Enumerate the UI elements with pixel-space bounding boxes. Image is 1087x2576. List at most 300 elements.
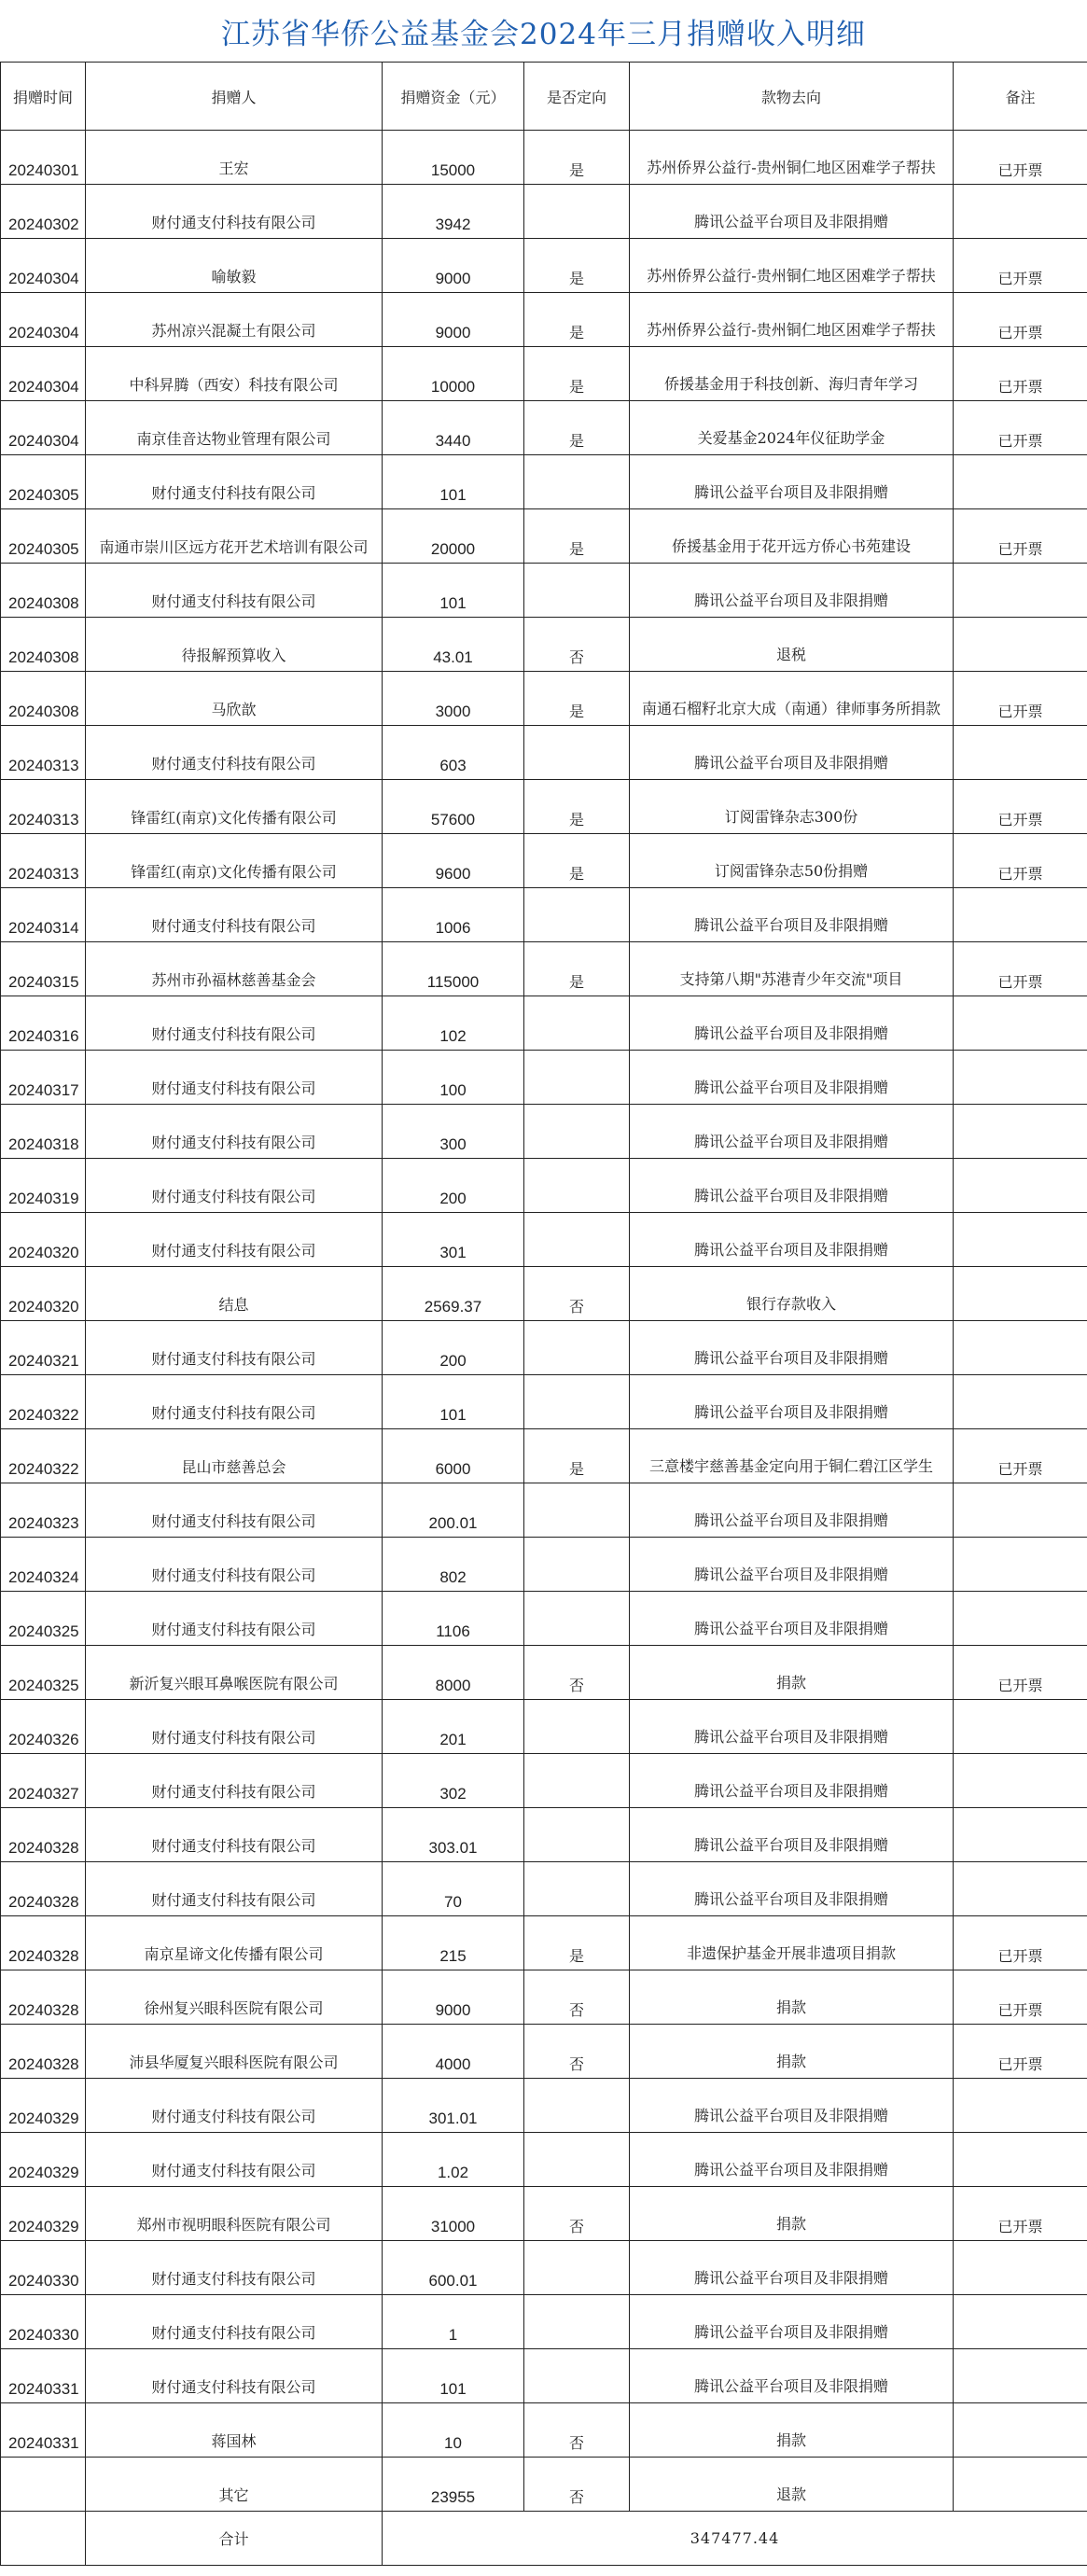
cell-targeted: 否 <box>524 1267 630 1321</box>
cell-targeted: 否 <box>524 2025 630 2079</box>
cell-amount: 2569.37 <box>383 1267 524 1321</box>
cell-targeted <box>524 2079 630 2133</box>
cell-date: 20240317 <box>1 1051 86 1105</box>
table-row <box>1 726 1087 780</box>
cell-amount: 57600 <box>383 780 524 834</box>
cell-date: 20240331 <box>1 2403 86 2458</box>
cell-targeted <box>524 1159 630 1213</box>
cell-amount: 10000 <box>383 347 524 401</box>
cell-date: 20240329 <box>1 2079 86 2133</box>
cell-targeted <box>524 2241 630 2295</box>
table-row <box>1 2349 1087 2403</box>
cell-amount: 15000 <box>383 131 524 185</box>
cell-date: 20240305 <box>1 455 86 509</box>
table-row <box>1 347 1087 401</box>
cell-date: 20240314 <box>1 888 86 942</box>
cell-remark: 已开票 <box>954 239 1087 293</box>
cell-amount: 101 <box>383 564 524 618</box>
cell-date: 20240325 <box>1 1646 86 1700</box>
cell-direction: 腾讯公益平台项目及非限捐赠 <box>630 2241 954 2295</box>
cell-remark: 已开票 <box>954 401 1087 455</box>
cell-donor: 财付通支付科技有限公司 <box>86 1483 383 1538</box>
cell-remark <box>954 1754 1087 1808</box>
cell-date: 20240304 <box>1 239 86 293</box>
cell-direction: 腾讯公益平台项目及非限捐赠 <box>630 1321 954 1375</box>
cell-direction: 苏州侨界公益行-贵州铜仁地区困难学子帮扶 <box>630 293 954 347</box>
cell-remark <box>954 1375 1087 1429</box>
cell-remark <box>954 2349 1087 2403</box>
cell-remark: 已开票 <box>954 347 1087 401</box>
cell-direction: 订阅雷锋杂志300份 <box>630 780 954 834</box>
cell-direction: 腾讯公益平台项目及非限捐赠 <box>630 1159 954 1213</box>
table-row <box>1 1321 1087 1375</box>
cell-direction: 苏州侨界公益行-贵州铜仁地区困难学子帮扶 <box>630 131 954 185</box>
cell-amount: 115000 <box>383 942 524 996</box>
cell-amount: 301 <box>383 1213 524 1267</box>
cell-direction: 关爱基金2024年仪征助学金 <box>630 401 954 455</box>
cell-remark: 已开票 <box>954 1646 1087 1700</box>
table-row <box>1 239 1087 293</box>
table-row <box>1 780 1087 834</box>
cell-amount: 302 <box>383 1754 524 1808</box>
cell-direction: 腾讯公益平台项目及非限捐赠 <box>630 1375 954 1429</box>
header-direction: 款物去向 <box>630 63 954 131</box>
cell-remark <box>954 1321 1087 1375</box>
cell-amount: 8000 <box>383 1646 524 1700</box>
cell-date: 20240328 <box>1 1970 86 2025</box>
cell-remark <box>954 1592 1087 1646</box>
cell-direction: 腾讯公益平台项目及非限捐赠 <box>630 888 954 942</box>
cell-amount: 1006 <box>383 888 524 942</box>
table-row <box>1 2187 1087 2241</box>
cell-date: 20240304 <box>1 347 86 401</box>
cell-direction: 捐款 <box>630 2025 954 2079</box>
cell-date: 20240326 <box>1 1700 86 1754</box>
cell-remark: 已开票 <box>954 131 1087 185</box>
cell-targeted <box>524 1538 630 1592</box>
table-row <box>1 1267 1087 1321</box>
donation-table <box>0 62 1087 2566</box>
cell-amount: 303.01 <box>383 1808 524 1862</box>
table-row <box>1 1970 1087 2025</box>
cell-amount: 101 <box>383 1375 524 1429</box>
cell-donor: 其它 <box>86 2458 383 2512</box>
table-row <box>1 1375 1087 1429</box>
cell-targeted: 否 <box>524 2458 630 2512</box>
cell-direction: 腾讯公益平台项目及非限捐赠 <box>630 564 954 618</box>
cell-targeted <box>524 1700 630 1754</box>
cell-targeted: 否 <box>524 2403 630 2458</box>
cell-targeted: 是 <box>524 780 630 834</box>
cell-remark <box>954 2403 1087 2458</box>
cell-donor: 财付通支付科技有限公司 <box>86 1700 383 1754</box>
cell-remark <box>954 1483 1087 1538</box>
cell-remark: 已开票 <box>954 942 1087 996</box>
cell-remark <box>954 1267 1087 1321</box>
cell-donor: 财付通支付科技有限公司 <box>86 2079 383 2133</box>
cell-date: 20240328 <box>1 2025 86 2079</box>
table-row <box>1 455 1087 509</box>
cell-targeted <box>524 996 630 1051</box>
total-row <box>1 2512 1087 2566</box>
cell-amount: 3000 <box>383 672 524 726</box>
cell-targeted <box>524 1375 630 1429</box>
table-row <box>1 942 1087 996</box>
cell-remark: 已开票 <box>954 834 1087 888</box>
cell-direction: 腾讯公益平台项目及非限捐赠 <box>630 996 954 1051</box>
table-row <box>1 1538 1087 1592</box>
cell-date: 20240319 <box>1 1159 86 1213</box>
table-row <box>1 1105 1087 1159</box>
cell-date: 20240316 <box>1 996 86 1051</box>
cell-date: 20240302 <box>1 185 86 239</box>
cell-direction: 支持第八期"苏港青少年交流"项目 <box>630 942 954 996</box>
cell-donor: 喻敏毅 <box>86 239 383 293</box>
cell-remark: 已开票 <box>954 2025 1087 2079</box>
cell-donor: 财付通支付科技有限公司 <box>86 564 383 618</box>
cell-remark <box>954 1159 1087 1213</box>
cell-targeted <box>524 1483 630 1538</box>
cell-amount: 301.01 <box>383 2079 524 2133</box>
cell-donor: 南通市崇川区远方花开艺术培训有限公司 <box>86 509 383 564</box>
cell-date: 20240304 <box>1 401 86 455</box>
cell-targeted: 否 <box>524 1970 630 2025</box>
cell-amount: 215 <box>383 1916 524 1970</box>
table-row <box>1 1592 1087 1646</box>
cell-amount: 23955 <box>383 2458 524 2512</box>
table-row <box>1 672 1087 726</box>
cell-targeted: 是 <box>524 293 630 347</box>
cell-targeted: 否 <box>524 618 630 672</box>
cell-amount: 43.01 <box>383 618 524 672</box>
cell-donor: 昆山市慈善总会 <box>86 1429 383 1483</box>
cell-donor: 财付通支付科技有限公司 <box>86 888 383 942</box>
cell-remark: 已开票 <box>954 780 1087 834</box>
cell-targeted <box>524 1105 630 1159</box>
cell-remark: 已开票 <box>954 509 1087 564</box>
cell-date: 20240320 <box>1 1267 86 1321</box>
cell-remark <box>954 618 1087 672</box>
cell-remark <box>954 2241 1087 2295</box>
table-row <box>1 185 1087 239</box>
cell-amount: 600.01 <box>383 2241 524 2295</box>
cell-date: 20240327 <box>1 1754 86 1808</box>
cell-targeted: 是 <box>524 1916 630 1970</box>
cell-direction: 三意楼宇慈善基金定向用于铜仁碧江区学生 <box>630 1429 954 1483</box>
cell-direction: 非遗保护基金开展非遗项目捐款 <box>630 1916 954 1970</box>
cell-direction: 捐款 <box>630 1646 954 1700</box>
cell-amount: 20000 <box>383 509 524 564</box>
table-row <box>1 1646 1087 1700</box>
cell-date: 20240320 <box>1 1213 86 1267</box>
cell-donor: 蒋国林 <box>86 2403 383 2458</box>
cell-amount: 3440 <box>383 401 524 455</box>
cell-donor: 财付通支付科技有限公司 <box>86 1213 383 1267</box>
cell-direction: 南通石榴籽北京大成（南通）律师事务所捐款 <box>630 672 954 726</box>
cell-amount: 1 <box>383 2295 524 2349</box>
cell-targeted: 是 <box>524 509 630 564</box>
cell-remark: 已开票 <box>954 1429 1087 1483</box>
total-value: 347477.44 <box>383 2512 1087 2566</box>
cell-donor: 待报解预算收入 <box>86 618 383 672</box>
cell-amount: 100 <box>383 1051 524 1105</box>
cell-targeted: 是 <box>524 347 630 401</box>
cell-amount: 9000 <box>383 1970 524 2025</box>
cell-date: 20240305 <box>1 509 86 564</box>
cell-targeted <box>524 2133 630 2187</box>
table-row <box>1 996 1087 1051</box>
cell-date: 20240329 <box>1 2187 86 2241</box>
cell-date: 20240323 <box>1 1483 86 1538</box>
cell-remark <box>954 2295 1087 2349</box>
cell-amount: 9000 <box>383 239 524 293</box>
cell-amount: 6000 <box>383 1429 524 1483</box>
cell-direction: 腾讯公益平台项目及非限捐赠 <box>630 185 954 239</box>
cell-donor: 财付通支付科技有限公司 <box>86 1538 383 1592</box>
cell-direction: 侨援基金用于花开远方侨心书苑建设 <box>630 509 954 564</box>
cell-remark <box>954 888 1087 942</box>
cell-direction: 腾讯公益平台项目及非限捐赠 <box>630 1754 954 1808</box>
table-row <box>1 509 1087 564</box>
page-title: 江苏省华侨公益基金会2024年三月捐赠收入明细 <box>221 17 866 51</box>
header-targeted: 是否定向 <box>524 63 630 131</box>
cell-date: 20240313 <box>1 780 86 834</box>
cell-direction: 腾讯公益平台项目及非限捐赠 <box>630 1538 954 1592</box>
table-row <box>1 1916 1087 1970</box>
table-row <box>1 401 1087 455</box>
cell-targeted: 是 <box>524 1429 630 1483</box>
cell-remark <box>954 1700 1087 1754</box>
cell-direction: 腾讯公益平台项目及非限捐赠 <box>630 1105 954 1159</box>
cell-donor: 苏州凉兴混凝土有限公司 <box>86 293 383 347</box>
cell-donor: 财付通支付科技有限公司 <box>86 726 383 780</box>
cell-donor: 锋雷红(南京)文化传播有限公司 <box>86 834 383 888</box>
table-body <box>1 131 1087 2512</box>
cell-amount: 1106 <box>383 1592 524 1646</box>
cell-targeted: 否 <box>524 1646 630 1700</box>
table-row <box>1 2241 1087 2295</box>
cell-targeted <box>524 1592 630 1646</box>
cell-date: 20240328 <box>1 1808 86 1862</box>
cell-date: 20240328 <box>1 1862 86 1916</box>
cell-amount: 70 <box>383 1862 524 1916</box>
table-row <box>1 1159 1087 1213</box>
cell-date: 20240318 <box>1 1105 86 1159</box>
table-row <box>1 2458 1087 2512</box>
cell-remark <box>954 726 1087 780</box>
cell-targeted: 是 <box>524 131 630 185</box>
cell-date: 20240313 <box>1 834 86 888</box>
cell-donor: 沛县华厦复兴眼科医院有限公司 <box>86 2025 383 2079</box>
cell-date: 20240308 <box>1 672 86 726</box>
cell-date: 20240308 <box>1 564 86 618</box>
table-row <box>1 2295 1087 2349</box>
cell-direction: 腾讯公益平台项目及非限捐赠 <box>630 726 954 780</box>
cell-date: 20240328 <box>1 1916 86 1970</box>
cell-date: 20240308 <box>1 618 86 672</box>
cell-donor: 财付通支付科技有限公司 <box>86 1051 383 1105</box>
cell-amount: 802 <box>383 1538 524 1592</box>
table-row <box>1 618 1087 672</box>
cell-date: 20240324 <box>1 1538 86 1592</box>
cell-date: 20240315 <box>1 942 86 996</box>
cell-donor: 财付通支付科技有限公司 <box>86 185 383 239</box>
cell-amount: 1.02 <box>383 2133 524 2187</box>
cell-direction: 腾讯公益平台项目及非限捐赠 <box>630 1051 954 1105</box>
cell-remark <box>954 1105 1087 1159</box>
cell-amount: 9600 <box>383 834 524 888</box>
cell-donor: 王宏 <box>86 131 383 185</box>
cell-donor: 徐州复兴眼科医院有限公司 <box>86 1970 383 2025</box>
cell-targeted <box>524 1808 630 1862</box>
cell-direction: 腾讯公益平台项目及非限捐赠 <box>630 455 954 509</box>
cell-donor: 财付通支付科技有限公司 <box>86 1375 383 1429</box>
cell-donor: 财付通支付科技有限公司 <box>86 996 383 1051</box>
header-row <box>1 63 1087 131</box>
table-row <box>1 1051 1087 1105</box>
cell-targeted: 是 <box>524 239 630 293</box>
cell-date: 20240330 <box>1 2295 86 2349</box>
cell-remark: 已开票 <box>954 1970 1087 2025</box>
cell-targeted <box>524 1321 630 1375</box>
header-amount: 捐赠资金（元） <box>383 63 524 131</box>
cell-donor: 结息 <box>86 1267 383 1321</box>
cell-donor: 财付通支付科技有限公司 <box>86 1321 383 1375</box>
table-row <box>1 564 1087 618</box>
cell-direction: 腾讯公益平台项目及非限捐赠 <box>630 2349 954 2403</box>
cell-donor: 南京佳音达物业管理有限公司 <box>86 401 383 455</box>
cell-amount: 3942 <box>383 185 524 239</box>
cell-date: 20240313 <box>1 726 86 780</box>
table-row <box>1 1429 1087 1483</box>
cell-remark <box>954 1538 1087 1592</box>
cell-amount: 200.01 <box>383 1483 524 1538</box>
cell-targeted: 是 <box>524 401 630 455</box>
cell-remark <box>954 2133 1087 2187</box>
table-row <box>1 1808 1087 1862</box>
cell-remark: 已开票 <box>954 672 1087 726</box>
table-row <box>1 293 1087 347</box>
cell-remark: 已开票 <box>954 2187 1087 2241</box>
cell-donor: 财付通支付科技有限公司 <box>86 1862 383 1916</box>
table-row <box>1 888 1087 942</box>
cell-date: 20240304 <box>1 293 86 347</box>
cell-remark <box>954 1051 1087 1105</box>
cell-remark <box>954 564 1087 618</box>
cell-donor: 锋雷红(南京)文化传播有限公司 <box>86 780 383 834</box>
cell-direction: 捐款 <box>630 2187 954 2241</box>
cell-direction: 腾讯公益平台项目及非限捐赠 <box>630 1700 954 1754</box>
cell-targeted <box>524 726 630 780</box>
cell-amount: 31000 <box>383 2187 524 2241</box>
cell-direction: 腾讯公益平台项目及非限捐赠 <box>630 2079 954 2133</box>
cell-remark <box>954 455 1087 509</box>
cell-direction: 腾讯公益平台项目及非限捐赠 <box>630 2133 954 2187</box>
cell-donor: 财付通支付科技有限公司 <box>86 1592 383 1646</box>
cell-donor: 中科昇腾（西安）科技有限公司 <box>86 347 383 401</box>
cell-date: 20240322 <box>1 1375 86 1429</box>
table-row <box>1 834 1087 888</box>
cell-donor: 南京星谛文化传播有限公司 <box>86 1916 383 1970</box>
cell-donor: 财付通支付科技有限公司 <box>86 1105 383 1159</box>
table-row <box>1 2403 1087 2458</box>
cell-date: 20240329 <box>1 2133 86 2187</box>
cell-targeted <box>524 2295 630 2349</box>
cell-targeted: 是 <box>524 834 630 888</box>
cell-donor: 财付通支付科技有限公司 <box>86 2295 383 2349</box>
cell-targeted <box>524 1862 630 1916</box>
cell-date: 20240330 <box>1 2241 86 2295</box>
cell-amount: 9000 <box>383 293 524 347</box>
cell-remark <box>954 2458 1087 2512</box>
cell-donor: 马欣歆 <box>86 672 383 726</box>
cell-amount: 101 <box>383 2349 524 2403</box>
cell-direction: 腾讯公益平台项目及非限捐赠 <box>630 1213 954 1267</box>
cell-targeted <box>524 185 630 239</box>
table-row <box>1 2133 1087 2187</box>
cell-remark <box>954 185 1087 239</box>
cell-amount: 300 <box>383 1105 524 1159</box>
header-date: 捐赠时间 <box>1 63 86 131</box>
cell-targeted <box>524 455 630 509</box>
header-donor: 捐赠人 <box>86 63 383 131</box>
cell-donor: 财付通支付科技有限公司 <box>86 455 383 509</box>
cell-direction: 苏州侨界公益行-贵州铜仁地区困难学子帮扶 <box>630 239 954 293</box>
cell-donor: 财付通支付科技有限公司 <box>86 2349 383 2403</box>
total-label: 合计 <box>86 2512 383 2566</box>
cell-remark <box>954 1862 1087 1916</box>
cell-donor: 财付通支付科技有限公司 <box>86 1159 383 1213</box>
cell-direction: 侨援基金用于科技创新、海归青年学习 <box>630 347 954 401</box>
cell-amount: 10 <box>383 2403 524 2458</box>
cell-donor: 财付通支付科技有限公司 <box>86 2133 383 2187</box>
cell-remark <box>954 1808 1087 1862</box>
cell-donor: 新沂复兴眼耳鼻喉医院有限公司 <box>86 1646 383 1700</box>
table-row <box>1 1754 1087 1808</box>
cell-targeted <box>524 1213 630 1267</box>
cell-targeted <box>524 1051 630 1105</box>
cell-donor: 苏州市孙福林慈善基金会 <box>86 942 383 996</box>
table-row <box>1 1862 1087 1916</box>
cell-amount: 200 <box>383 1159 524 1213</box>
cell-direction: 腾讯公益平台项目及非限捐赠 <box>630 2295 954 2349</box>
cell-amount: 200 <box>383 1321 524 1375</box>
cell-remark <box>954 996 1087 1051</box>
cell-direction: 捐款 <box>630 2403 954 2458</box>
cell-date: 20240322 <box>1 1429 86 1483</box>
cell-date: 20240301 <box>1 131 86 185</box>
cell-direction: 腾讯公益平台项目及非限捐赠 <box>630 1808 954 1862</box>
cell-direction: 捐款 <box>630 1970 954 2025</box>
cell-remark <box>954 1213 1087 1267</box>
cell-remark: 已开票 <box>954 293 1087 347</box>
cell-donor: 财付通支付科技有限公司 <box>86 1754 383 1808</box>
table-row <box>1 1700 1087 1754</box>
cell-remark <box>954 2079 1087 2133</box>
cell-date <box>1 2458 86 2512</box>
cell-targeted <box>524 888 630 942</box>
cell-remark: 已开票 <box>954 1916 1087 1970</box>
header-remark: 备注 <box>954 63 1087 131</box>
table-row <box>1 2079 1087 2133</box>
cell-targeted <box>524 2349 630 2403</box>
cell-amount: 102 <box>383 996 524 1051</box>
cell-date: 20240325 <box>1 1592 86 1646</box>
cell-amount: 101 <box>383 455 524 509</box>
cell-targeted <box>524 564 630 618</box>
cell-targeted: 是 <box>524 672 630 726</box>
cell-targeted <box>524 1754 630 1808</box>
